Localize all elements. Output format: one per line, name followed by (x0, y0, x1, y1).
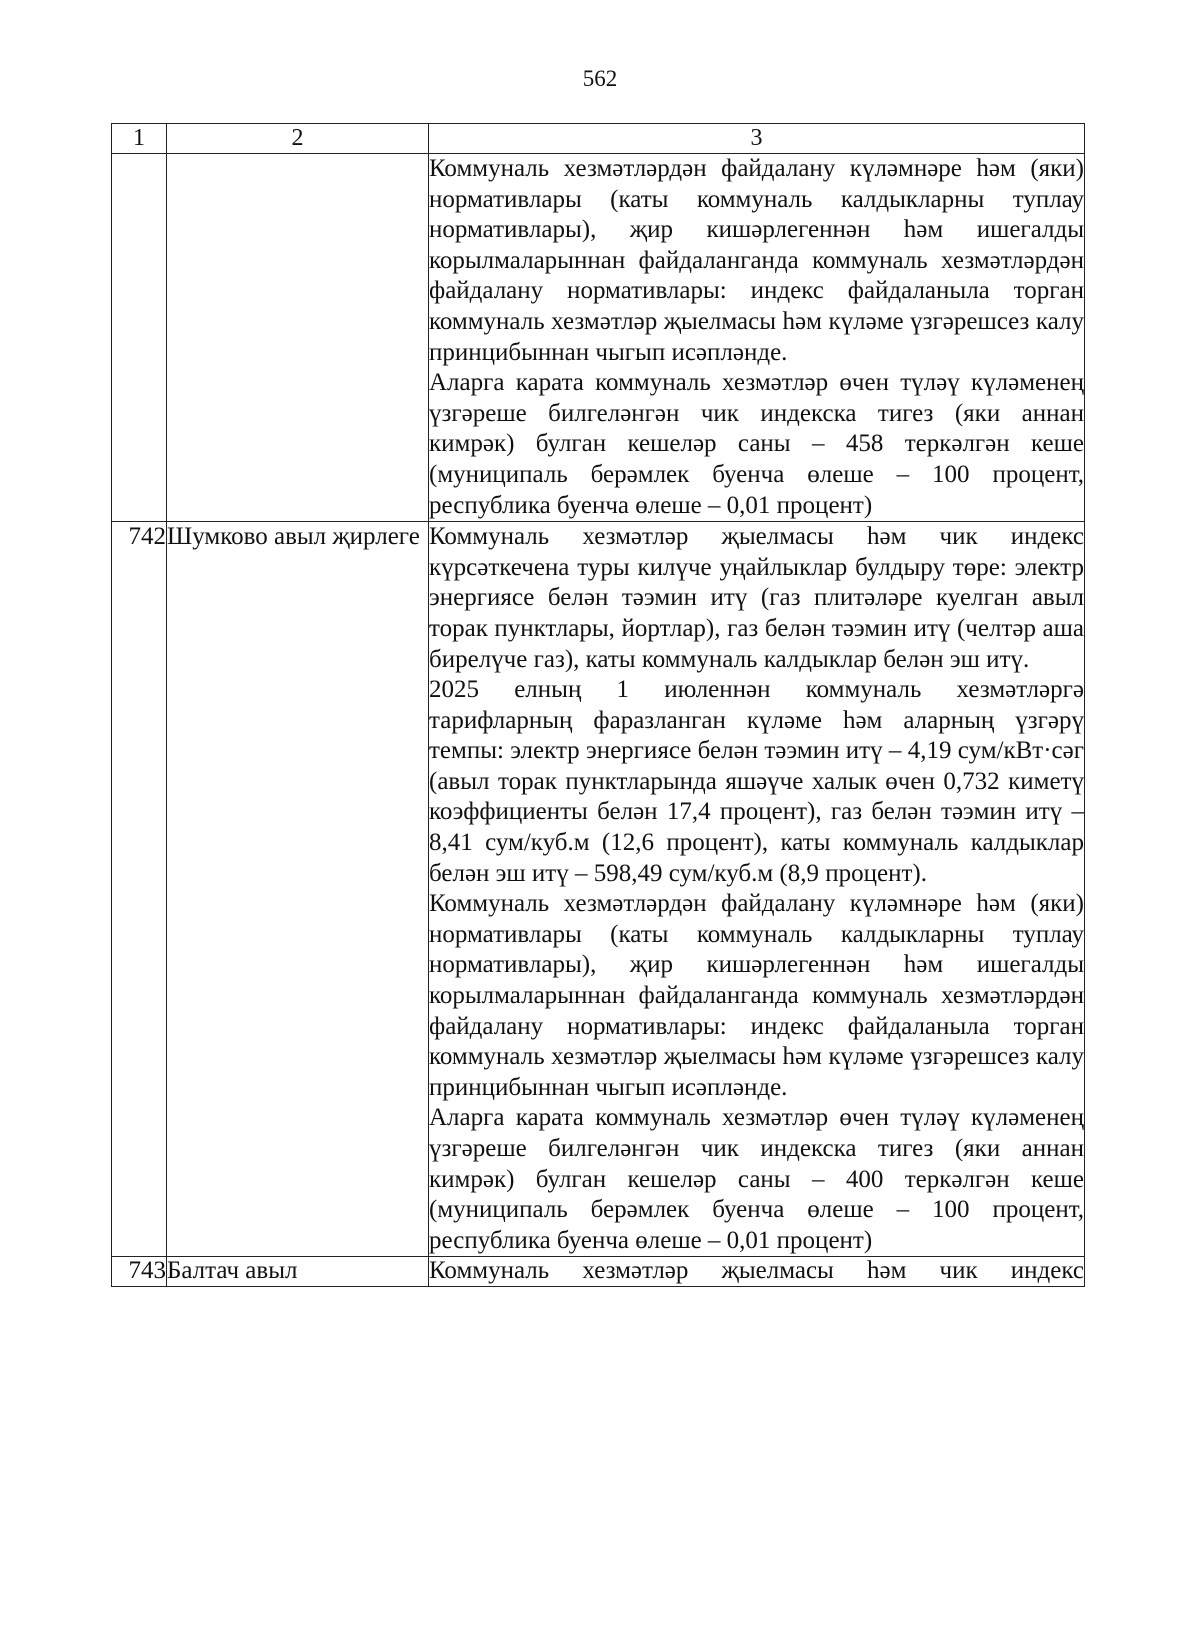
paragraph: Коммуналь хезмәтләр җыелмасы һәм чик индекс (429, 1257, 1084, 1285)
paragraph: Коммуналь хезмәтләр җыелмасы һәм чик индекс күрсәткечена туры килүче уңайлыклар булдыру төре: электр энергиясе белән тәэмин итү (газ плитәләре куелган авыл торак пунктлары, йортлар), газ белән тәэмин итү (челтәр аша бирелүче газ), каты коммуналь калдыклар белән эш итү. (429, 523, 1084, 673)
table-row (112, 1257, 1085, 1287)
paragraph: Коммуналь хезмәтләрдән файдалану күләмнәре һәм (яки) нормативлары (каты коммуналь калдыкларны туплау нормативлары), җир кишәрлегеннән һәм ишегалды корылмаларыннан файдаланганда коммуналь хезмәтләрдән файдалану нормативлары: индекс файдаланыла торган коммуналь хезмәтләр җыелмасы һәм күләме үзгәрешсез калу принцибыннан чыгып исәпләнде. (429, 155, 1084, 366)
header-row (112, 124, 1085, 154)
table-row (112, 522, 1085, 1257)
paragraph: Коммуналь хезмәтләрдән файдалану күләмнәре һәм (яки) нормативлары (каты коммуналь калдыкларны туплау нормативлары), җир кишәрлегеннән һәм ишегалды корылмаларыннан файдаланганда коммуналь хезмәтләрдән файдалану нормативлары: индекс файдаланыла торган коммуналь хезмәтләр җыелмасы һәм күләме үзгәрешсез калу принцибыннан чыгып исәпләнде. (429, 890, 1084, 1101)
description-cell (429, 522, 1085, 1257)
description-cell (429, 154, 1085, 522)
document-table (111, 123, 1085, 1287)
table-row (112, 154, 1085, 522)
table-header (112, 124, 1085, 154)
paragraph: 2025 елның 1 июленнән коммуналь хезмәтләргә тарифларның фаразланган күләме һәм аларның үзгәрү темпы: электр энергиясе белән тәэмин итү – 4,19 сум/кВт·сәг (авыл торак пунктларында яшәүче халык өчен 0,732 киметү коэффициенты белән 17,4 процент), газ белән тәэмин итү – 8,41 сум/куб.м (12,6 процент), каты коммуналь калдыклар белән эш итү – 598,49 сум/куб.м (8,9 процент). (429, 676, 1084, 887)
column-header-1: 1 (112, 124, 167, 154)
paragraph: Аларга карата коммуналь хезмәтләр өчен түләү күләменең үзгәреше билгеләнгән чик индекска тигез (яки аннан кимрәк) булган кешеләр саны – 400 теркәлгән кеше (муниципаль берәмлек буенча өлеше – 100 процент, республика буенча өлеше – 0,01 процент) (429, 1104, 1084, 1254)
column-header-2: 2 (167, 124, 429, 154)
description-cell (429, 1257, 1085, 1287)
settlement-name: Шумково авыл җирлеге (167, 522, 429, 1257)
settlement-name: Балтач авыл (167, 1257, 429, 1287)
row-number (112, 154, 167, 522)
column-header-3: 3 (429, 124, 1085, 154)
page-number: 562 (582, 66, 618, 91)
row-number: 743 (112, 1257, 167, 1287)
row-number: 742 (112, 522, 167, 1257)
paragraph: Аларга карата коммуналь хезмәтләр өчен түләү күләменең үзгәреше билгеләнгән чик индекска тигез (яки аннан кимрәк) булган кешеләр саны – 458 теркәлгән кеше (муниципаль берәмлек буенча өлеше – 100 процент, республика буенча өлеше – 0,01 процент) (429, 369, 1084, 519)
settlement-name (167, 154, 429, 522)
